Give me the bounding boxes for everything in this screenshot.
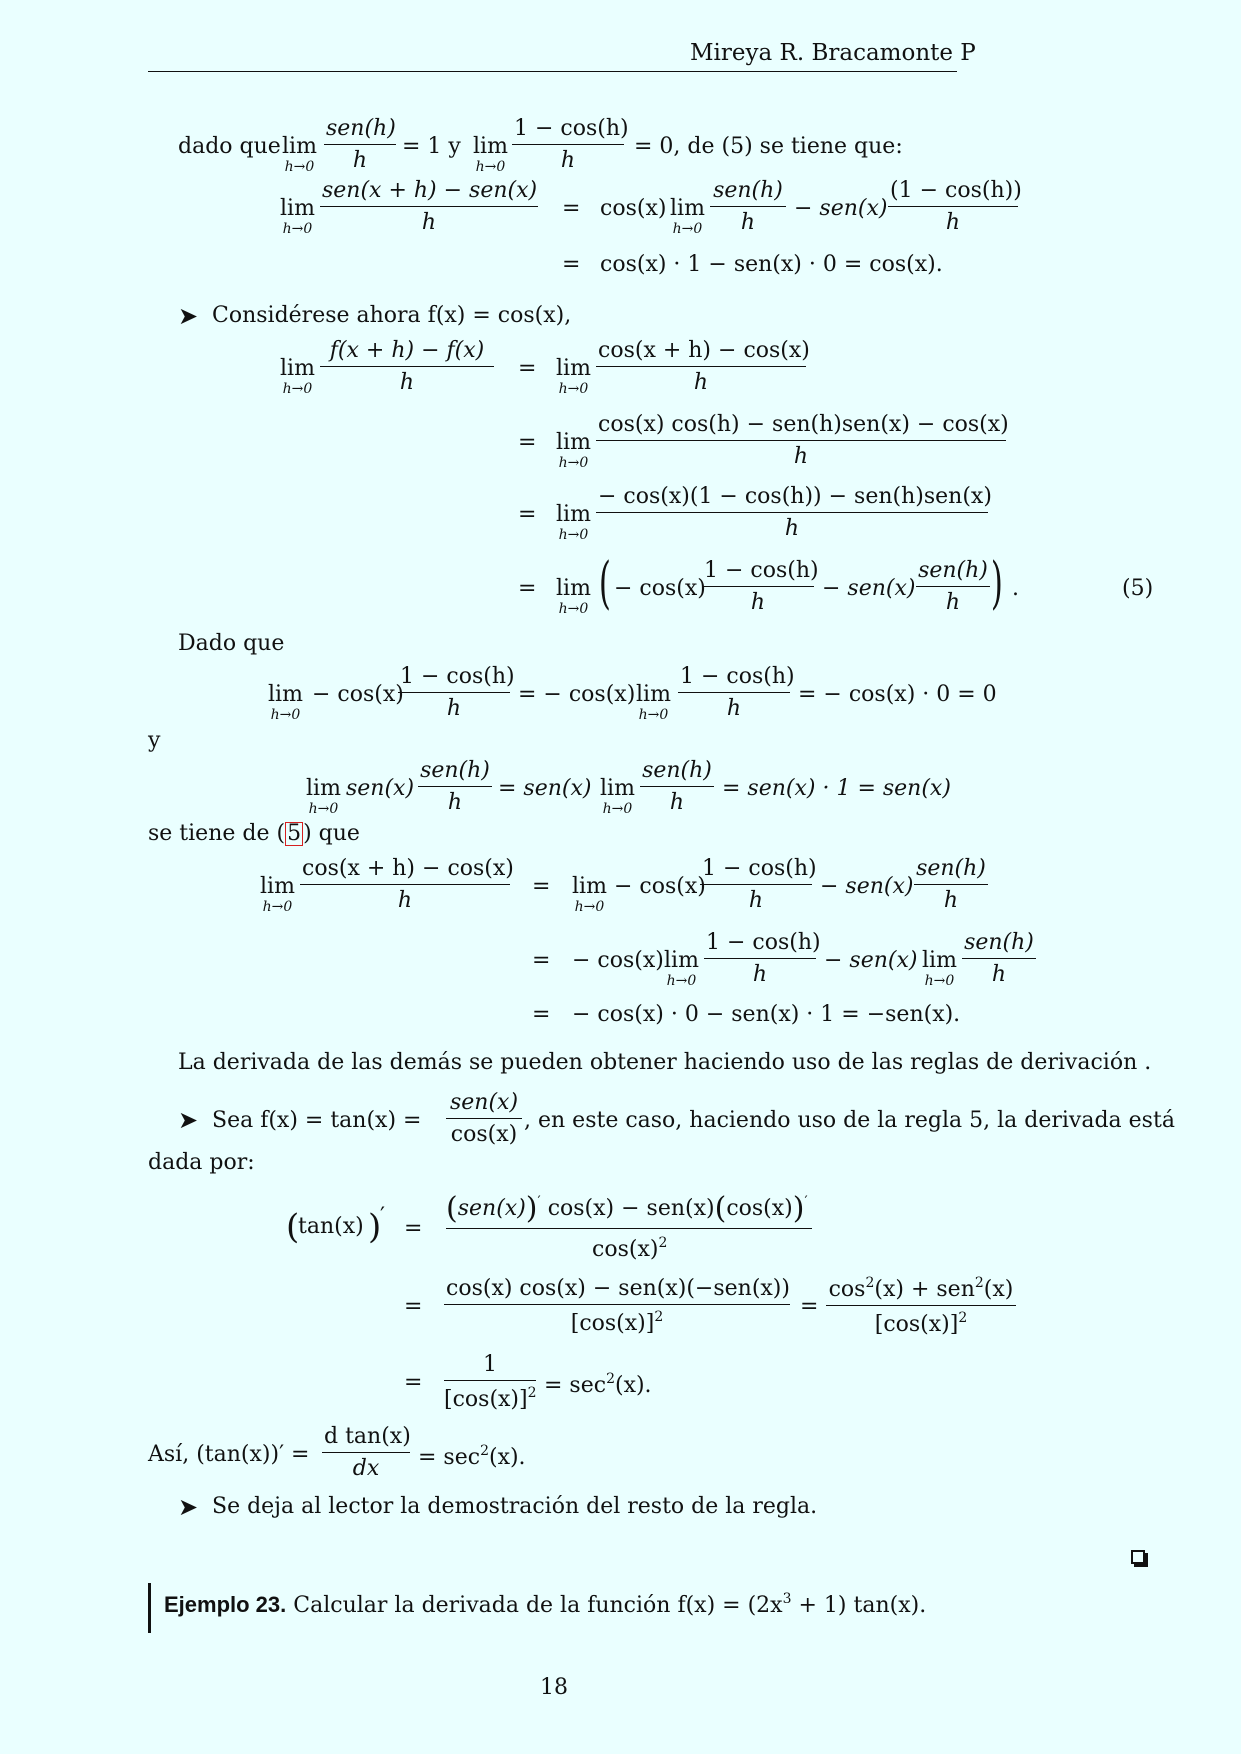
bullet-text: , en este caso, haciendo uso de la regla 5, la derivada está	[524, 1108, 1175, 1133]
limit-operator: lim h→0	[282, 134, 317, 175]
paragraph-text: Así, (tan(x))′ =	[148, 1442, 310, 1467]
equals-sign: =	[562, 252, 581, 277]
fraction: sen(x) cos(x)	[446, 1092, 522, 1146]
intro-tail: = 0, de (5) se tiene que:	[634, 134, 903, 159]
math-text: − sen(x)	[820, 874, 914, 899]
header-author: Mireya R. Bracamonte P	[690, 40, 976, 66]
fraction: 1 $[\cos(x)]^2$	[444, 1352, 537, 1412]
math-text: − sen(x)	[794, 196, 888, 221]
fraction: d tan(x) dx	[324, 1424, 411, 1481]
example-sidebar-rule	[148, 1583, 151, 1633]
fraction-denominator: $\cos(x)^2$	[592, 1235, 668, 1262]
limit-operator: lim h→0	[664, 948, 699, 989]
limit-operator: lim h→0	[556, 430, 591, 471]
math-text: cos(x)	[600, 196, 667, 221]
paragraph-text: y	[148, 728, 161, 753]
page-number: 18	[540, 1675, 568, 1700]
fraction: 1 − cos(h) h	[706, 930, 821, 987]
limit-operator: lim h→0	[670, 196, 705, 237]
math-text: − sen(x)	[824, 948, 918, 973]
limit-operator: lim h→0	[556, 576, 591, 617]
math-text: − cos(x)	[572, 948, 664, 973]
math-text: = − cos(x)	[518, 682, 636, 707]
math-text: − sen(x)	[822, 576, 916, 601]
qed-box-icon	[1131, 1550, 1145, 1564]
fraction: 1 − cos(h) h	[680, 664, 795, 721]
equals-sign: =	[404, 1216, 423, 1241]
example-line: Ejemplo 23. Calcular la derivada de la función $f(x) = (2x^3 + 1)$ tan(x).	[164, 1591, 927, 1618]
math-text: cos(x) · 1 − sen(x) · 0 = cos(x).	[600, 252, 943, 277]
equals-sign: =	[532, 874, 551, 899]
equals-sign: =	[518, 502, 537, 527]
equals-sign: =	[518, 430, 537, 455]
limit-operator: lim h→0	[280, 196, 315, 237]
fraction: sen(h) h	[418, 760, 492, 814]
equals-sign: =	[532, 948, 551, 973]
math-text: sen(x)	[346, 776, 415, 801]
fraction: 1 − cos(h) h	[514, 116, 629, 173]
paragraph-text: se tiene de (5) que	[148, 821, 360, 846]
limit-operator: lim h→0	[306, 776, 341, 817]
limit-operator: lim h→0	[280, 356, 315, 397]
big-left-paren: (	[286, 1207, 300, 1247]
bullet-text: Se deja al lector la demostración del resto de la regla.	[212, 1494, 818, 1519]
math-text: .	[1012, 576, 1019, 601]
math-text: − cos(x) · 0 − sen(x) · 1 = −sen(x).	[572, 1002, 961, 1027]
paragraph-text: La derivada de las demás se pueden obtener haciendo uso de las reglas de derivación .	[178, 1050, 1152, 1075]
fraction: − cos(x)(1 − cos(h)) − sen(h)sen(x) h	[598, 484, 992, 541]
limit-operator: lim h→0	[572, 874, 607, 915]
fraction: 1 − cos(h) h	[702, 856, 817, 913]
equation-reference-link[interactable]: 5	[287, 821, 302, 846]
math-text: = $\sec^2(x)$.	[544, 1371, 652, 1398]
intro-dado-que: dado que	[178, 134, 281, 159]
limit-operator: lim h→0	[556, 502, 591, 543]
arrowhead-bullet-icon: ➤	[178, 1106, 199, 1134]
example-text: Calcular la derivada de la función f(x) = (2x	[293, 1593, 783, 1618]
equals-sign: =	[532, 1002, 551, 1027]
math-text: − cos(x)	[312, 682, 404, 707]
fraction: sen(h) h	[916, 560, 990, 614]
limit-operator: lim h→0	[636, 682, 671, 723]
bullet-text: Sea f(x) = tan(x) =	[212, 1108, 422, 1133]
fraction: sen(h) h	[710, 180, 786, 234]
equals-sign: =	[404, 1294, 423, 1319]
fraction: sen(h) h	[640, 760, 714, 814]
fraction: sen(h) h	[326, 116, 396, 173]
bullet-text: Considérese ahora f(x) = cos(x),	[212, 303, 572, 328]
fraction: cos(x + h) − cos(x) h	[598, 338, 810, 395]
fraction: 1 − cos(h) h	[704, 558, 819, 615]
math-text: − cos(x)	[614, 576, 706, 601]
big-right-paren: )	[368, 1207, 382, 1247]
header-rule	[148, 71, 957, 72]
fraction: $\cos^2(x) + sen^2(x)$ $[\cos(x)]^2$	[826, 1276, 1016, 1336]
math-text: tan(x)	[298, 1214, 364, 1239]
math-text: = $\sec^2(x)$.	[418, 1443, 526, 1470]
equals-sign: =	[800, 1294, 819, 1319]
equals-sign: =	[404, 1370, 423, 1395]
big-left-paren: (	[598, 551, 611, 616]
fraction: cos(x + h) − cos(x) h	[302, 856, 514, 913]
equals-sign: =	[562, 196, 581, 221]
equation-number: (5)	[1122, 576, 1154, 601]
limit-operator: lim h→0	[600, 776, 635, 817]
math-text: − cos(x)	[614, 874, 706, 899]
arrowhead-bullet-icon: ➤	[178, 1493, 199, 1521]
math-text: = − cos(x) · 0 = 0	[798, 682, 997, 707]
equals-sign: =	[518, 576, 537, 601]
fraction: sen(h) h	[914, 858, 988, 912]
limit-operator: lim h→0	[268, 682, 303, 723]
fraction: cos(x) cos(x) − sen(x)(−sen(x)) $[\cos(x)]^2$	[446, 1276, 790, 1336]
fraction-numerator: (sen(x))′ cos(x) − sen(x)(cos(x))′	[446, 1191, 808, 1226]
fraction: sen(h) h	[962, 932, 1036, 986]
math-text: = sen(x) · 1 = sen(x)	[722, 776, 951, 801]
limit-operator: lim h→0	[473, 134, 508, 175]
paragraph-text: dada por:	[148, 1150, 255, 1175]
limit-operator: lim h→0	[556, 356, 591, 397]
fraction: f(x + h) − f(x) h	[320, 340, 494, 394]
paragraph-text: Dado que	[178, 631, 285, 656]
math-text: = sen(x)	[498, 776, 592, 801]
fraction: sen(x + h) − sen(x) h	[322, 178, 538, 235]
fraction-bar	[446, 1228, 812, 1229]
fraction: (1 − cos(h)) h	[890, 178, 1022, 235]
big-right-paren: )	[990, 551, 1003, 616]
arrowhead-bullet-icon: ➤	[178, 302, 199, 330]
math-text: ′	[380, 1204, 385, 1229]
fraction: cos(x) cos(h) − sen(h)sen(x) − cos(x) h	[598, 412, 1009, 469]
limit-operator: lim h→0	[260, 874, 295, 915]
intro-y: = 1 y	[402, 134, 461, 159]
fraction: 1 − cos(h) h	[400, 664, 515, 721]
limit-operator: lim h→0	[922, 948, 957, 989]
equals-sign: =	[518, 356, 537, 381]
example-label: Ejemplo 23.	[164, 1592, 287, 1617]
